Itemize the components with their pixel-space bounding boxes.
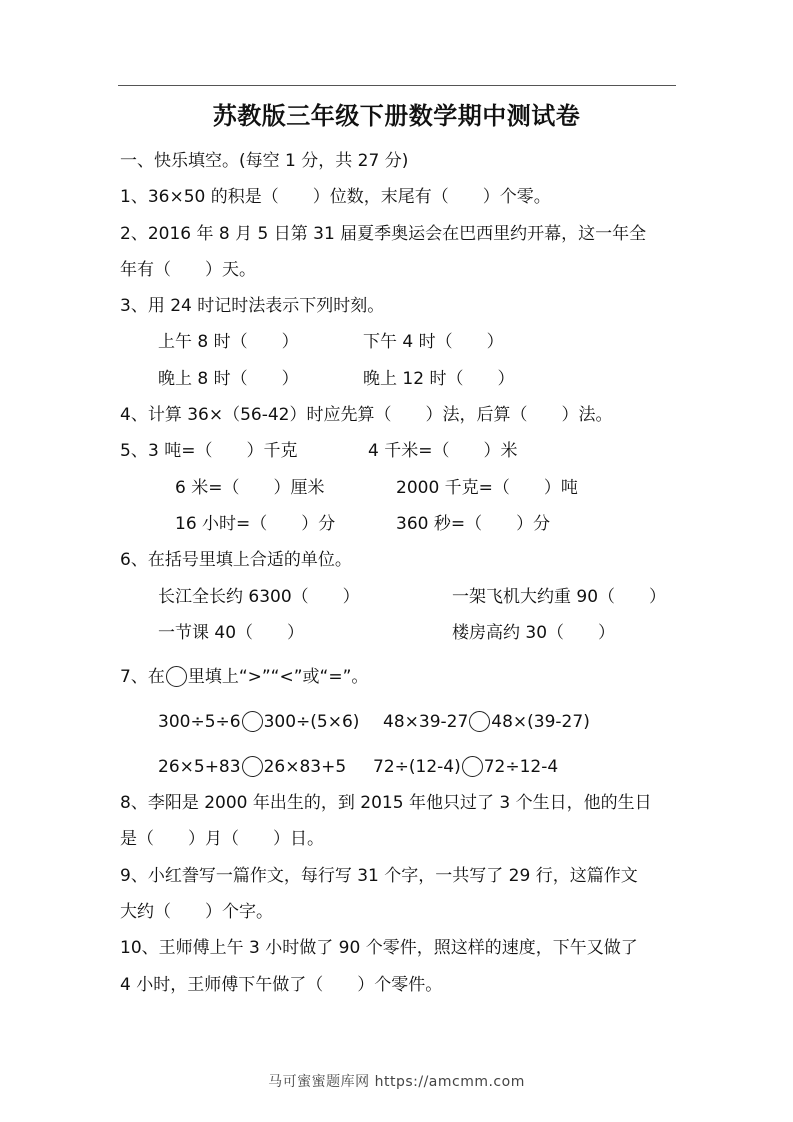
section-heading: 一、快乐填空。(每空 1 分，共 27 分) xyxy=(120,151,409,171)
q5-item: 3 吨=（ ）千克 xyxy=(148,441,298,461)
q7-suffix: 里填上“>”“<”或“=”。 xyxy=(187,667,369,687)
question-7 xyxy=(120,666,368,688)
q5-item: 6 米=（ ）厘米 xyxy=(175,478,325,498)
q7-left-expr: 48×39-27 xyxy=(383,712,469,732)
question-3: 3、用 24 时记时法表示下列时刻。 xyxy=(120,296,385,316)
question-10-line-1: 10、王师傅上午 3 小时做了 90 个零件，照这样的速度，下午又做了 xyxy=(120,938,638,958)
compare-circle-icon[interactable] xyxy=(242,711,263,732)
q7-left-expr: 26×5+83 xyxy=(158,757,241,777)
q5-item: 16 小时=（ ）分 xyxy=(175,514,336,534)
question-8-line-1: 8、李阳是 2000 年出生的，到 2015 年他只过了 3 个生日，他的生日 xyxy=(120,793,652,813)
q7-right-expr: 300÷(5×6) xyxy=(263,712,360,732)
q7-item xyxy=(383,711,590,733)
q5-item: 4 千米=（ ）米 xyxy=(368,441,518,461)
q5-item: 360 秒=（ ）分 xyxy=(396,514,551,534)
question-8-line-2: 是（ ）月（ ）日。 xyxy=(120,829,324,849)
q6-item: 一架飞机大约重 90（ ） xyxy=(452,587,667,607)
q3-item: 晚上 12 时（ ） xyxy=(363,369,515,389)
q5-item: 2000 千克=（ ）吨 xyxy=(396,478,578,498)
q3-item: 下午 4 时（ ） xyxy=(363,332,504,352)
question-9-line-2: 大约（ ）个字。 xyxy=(120,902,273,922)
question-4: 4、计算 36×（56-42）时应先算（ ）法，后算（ ）法。 xyxy=(120,405,613,425)
compare-circle-icon[interactable] xyxy=(462,756,483,777)
header-rule xyxy=(118,85,676,86)
question-5-label: 5、 xyxy=(120,441,148,461)
q7-left-expr: 72÷(12-4) xyxy=(373,757,461,777)
page-title: 苏教版三年级下册数学期中测试卷 xyxy=(212,102,581,130)
question-6: 6、在括号里填上合适的单位。 xyxy=(120,550,352,570)
q7-item xyxy=(373,756,558,778)
q7-prefix: 7、在 xyxy=(120,667,165,687)
q7-item xyxy=(158,756,346,778)
question-10-line-2: 4 小时，王师傅下午做了（ ）个零件。 xyxy=(120,975,443,995)
q7-right-expr: 48×(39-27) xyxy=(491,712,590,732)
compare-circle-icon[interactable] xyxy=(242,756,263,777)
compare-circle-icon[interactable] xyxy=(469,711,490,732)
q6-item: 楼房高约 30（ ） xyxy=(452,623,616,643)
q7-left-expr: 300÷5÷6 xyxy=(158,712,241,732)
q7-right-expr: 26×83+5 xyxy=(263,757,347,777)
question-2-line-1: 2、2016 年 8 月 5 日第 31 届夏季奥运会在巴西里约开幕，这一年全 xyxy=(120,224,647,244)
q3-item: 晚上 8 时（ ） xyxy=(158,369,299,389)
question-9-line-1: 9、小红誊写一篇作文，每行写 31 个字，一共写了 29 行，这篇作文 xyxy=(120,866,638,886)
compare-circle-icon xyxy=(166,666,187,687)
q7-right-expr: 72÷12-4 xyxy=(483,757,559,777)
question-2-line-2: 年有（ ）天。 xyxy=(120,260,256,280)
footer-watermark: 马可蜜蜜题库网 https://amcmm.com xyxy=(268,1074,525,1090)
q3-item: 上午 8 时（ ） xyxy=(158,332,299,352)
q6-item: 一节课 40（ ） xyxy=(158,623,305,643)
q7-item xyxy=(158,711,359,733)
q6-item: 长江全长约 6300（ ） xyxy=(158,587,360,607)
question-1: 1、36×50 的积是（ ）位数，末尾有（ ）个零。 xyxy=(120,187,551,207)
